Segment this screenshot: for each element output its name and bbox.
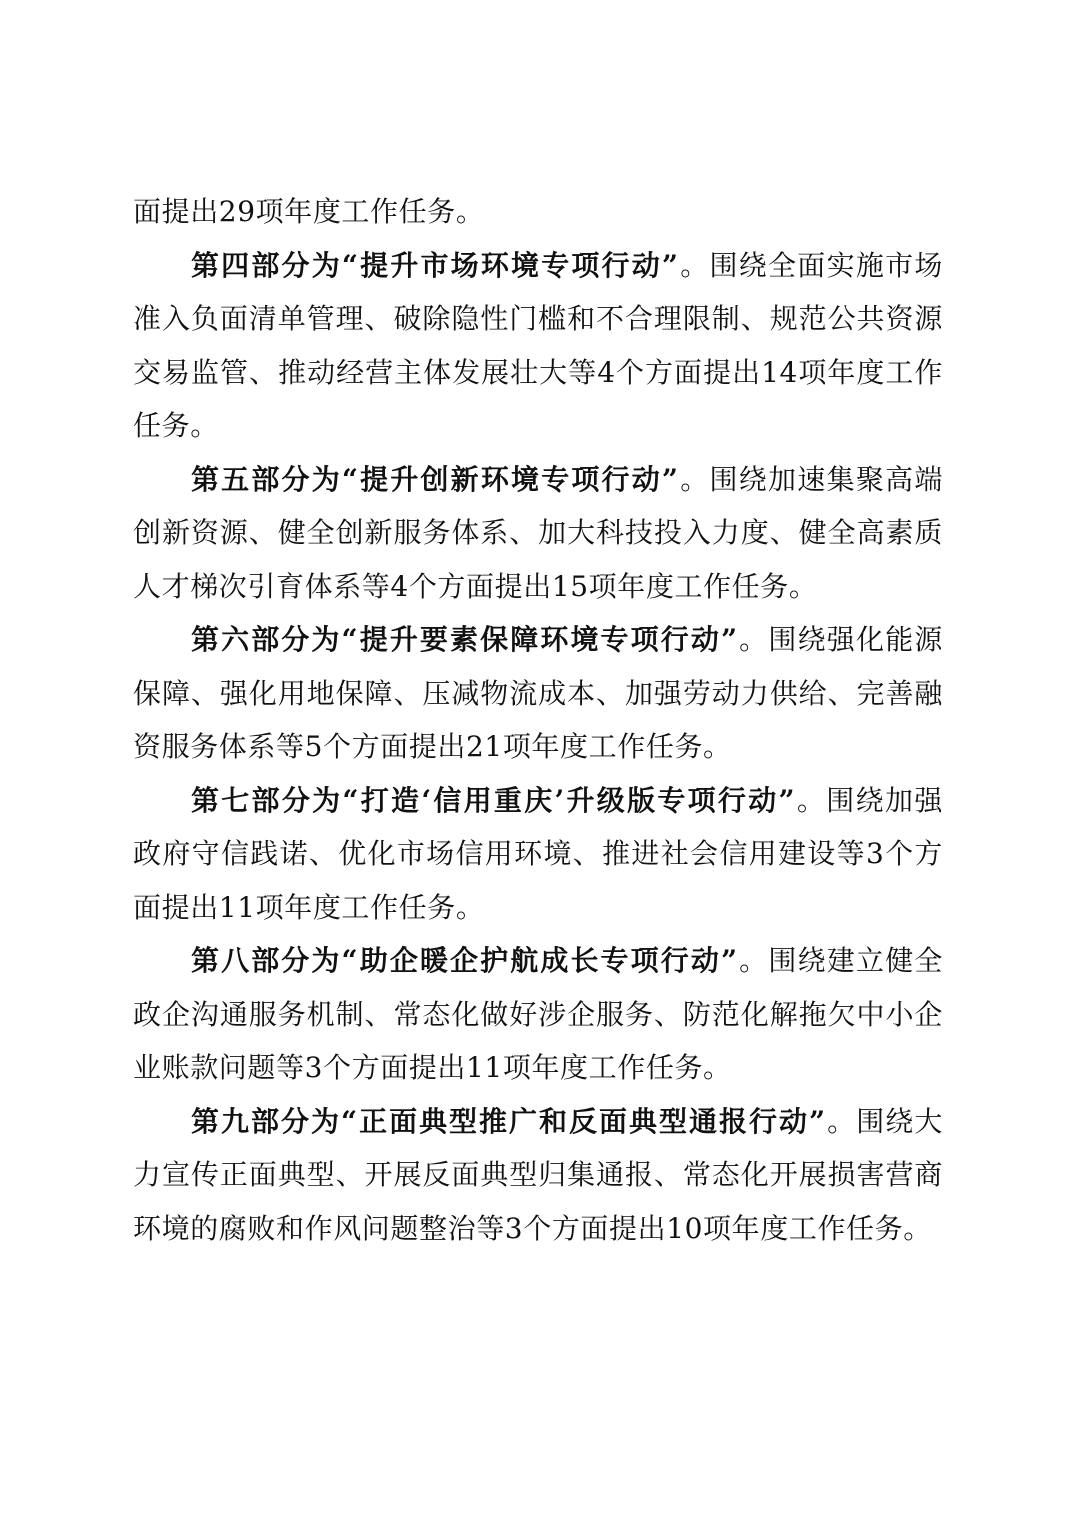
paragraph-part-six xyxy=(133,613,943,774)
paragraph-heading: 第九部分为“正面典型推广和反面典型通报行动” xyxy=(191,1104,827,1138)
paragraph-part-seven xyxy=(133,774,943,935)
paragraph-heading: 第六部分为“提升要素保障环境专项行动” xyxy=(191,623,739,656)
paragraph-part-eight xyxy=(133,934,943,1095)
paragraph-body-text: 。围绕建立健全政企沟通服务机制、常态化做好涉企服务、防范化解拖欠中小企业账款问题等3个方面提出11项年度工作任务。 xyxy=(133,944,944,1084)
paragraph-body-text: 。围绕全面实施市场准入负面清单管理、破除隐性门槛和不合理限制、规范公共资源交易监管、推动经营主体发展壮大等4个方面提出14项年度工作任务。 xyxy=(133,248,943,442)
paragraph-body-text: 。围绕大力宣传正面典型、开展反面典型归集通报、常态化开展损害营商环境的腐败和作风问题整治等3个方面提出10项年度工作任务。 xyxy=(133,1104,943,1245)
paragraph-heading: 第八部分为“助企暖企护航成长专项行动” xyxy=(191,944,739,977)
paragraph-heading: 第四部分为“提升市场环境专项行动” xyxy=(191,248,680,282)
paragraph-heading: 第七部分为“打造‘信用重庆’升级版专项行动” xyxy=(191,783,797,817)
paragraph-continuation xyxy=(133,185,943,239)
paragraph-heading: 第五部分为“提升创新环境专项行动” xyxy=(191,462,680,496)
paragraph-body-text: 。围绕强化能源保障、强化用地保障、压减物流成本、加强劳动力供给、完善融资服务体系等5个方面提出21项年度工作任务。 xyxy=(133,623,944,763)
paragraph-body-text: 。围绕加强政府守信践诺、优化市场信用环境、推进社会信用建设等3个方面提出11项年度工作任务。 xyxy=(133,783,943,924)
paragraph-body-text: 。围绕加速集聚高端创新资源、健全创新服务体系、加大科技投入力度、健全高素质人才梯次引育体系等4个方面提出15项年度工作任务。 xyxy=(133,462,943,603)
paragraph-part-nine xyxy=(133,1095,943,1256)
paragraph-body-text: 面提出29项年度工作任务。 xyxy=(133,195,485,228)
paragraph-part-four xyxy=(133,239,943,453)
document-body xyxy=(133,185,943,1255)
paragraph-part-five xyxy=(133,453,943,614)
